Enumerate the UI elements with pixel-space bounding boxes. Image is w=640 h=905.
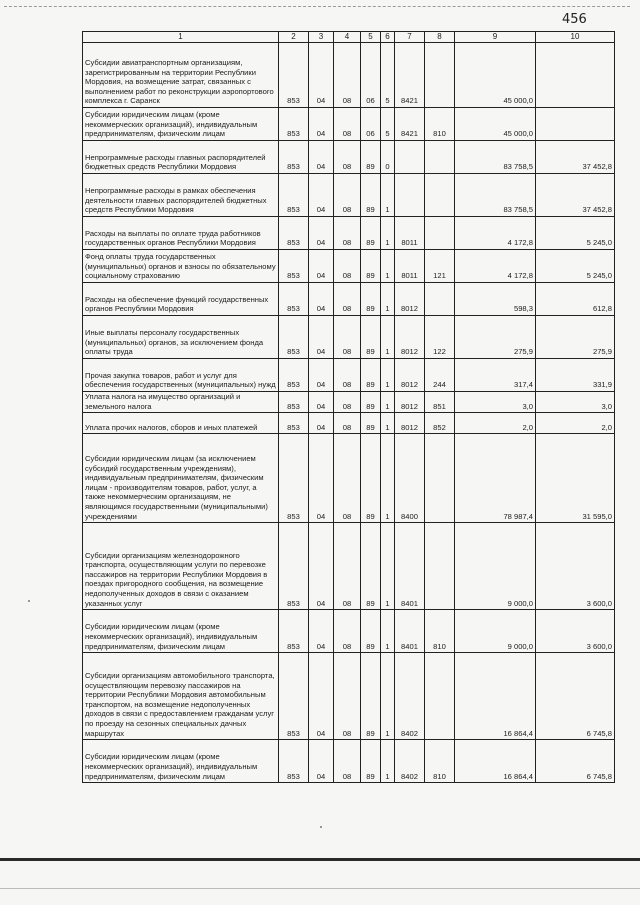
table-cell-code-expense-type [425,141,455,174]
table-cell-code-section: 04 [309,283,334,316]
header-cell: 9 [455,32,536,43]
table-cell-code-article: 8402 [395,740,425,783]
table-cell-code-program: 89 [361,413,381,434]
table-cell-code-subprogram: 1 [381,359,395,392]
table-cell-description: Уплата налога на имущество организаций и земельного налога [83,392,279,413]
page-number: 456 [562,12,587,27]
table-cell-amount-year1: 78 987,4 [455,434,536,523]
table-cell-code-expense-type [425,217,455,250]
table-cell-code-article: 8401 [395,523,425,610]
table-cell-amount-year2: 331,9 [536,359,615,392]
table-cell-code-expense-type: 851 [425,392,455,413]
table-cell-code-subsection: 08 [334,283,361,316]
table-cell-code-subsection: 08 [334,250,361,283]
table-cell-amount-year1: 45 000,0 [455,108,536,141]
table-cell-code-program: 89 [361,283,381,316]
table-cell-code-ministry: 853 [279,434,309,523]
table-cell-description: Расходы на выплаты по оплате труда работников государственных органов Республики Мордовия [83,217,279,250]
table-cell-code-subprogram: 1 [381,523,395,610]
table-cell-code-ministry: 853 [279,316,309,359]
table-cell-code-expense-type [425,174,455,217]
table-cell-code-ministry: 853 [279,43,309,108]
table-cell-code-program: 89 [361,434,381,523]
table-cell-amount-year2: 2,0 [536,413,615,434]
table-cell-code-subsection: 08 [334,434,361,523]
table-cell-code-article: 8012 [395,392,425,413]
table-cell-amount-year2 [536,108,615,141]
table-cell-code-program: 89 [361,217,381,250]
table-cell-code-expense-type [425,653,455,740]
table-cell-amount-year2: 5 245,0 [536,217,615,250]
header-cell: 8 [425,32,455,43]
table-cell-amount-year1: 9 000,0 [455,523,536,610]
table-cell-description: Субсидии юридическим лицам (кроме некоммерческих организаций), индивидуальным предпринимателям, физическим лицам [83,108,279,141]
table-cell-code-ministry: 853 [279,413,309,434]
scan-speck [320,826,322,828]
table-cell-code-program: 89 [361,250,381,283]
table-row [83,250,615,283]
scan-bottom-edge [0,858,640,861]
table-cell-code-expense-type: 810 [425,740,455,783]
table-cell-code-article [395,141,425,174]
table-cell-code-program: 89 [361,610,381,653]
table-cell-code-expense-type [425,434,455,523]
table-cell-code-article: 8011 [395,250,425,283]
table-cell-code-subprogram: 5 [381,108,395,141]
table-row [83,283,615,316]
table-cell-code-article: 8421 [395,108,425,141]
table-cell-code-subsection: 08 [334,316,361,359]
table-cell-amount-year2: 6 745,8 [536,740,615,783]
table-cell-code-subsection: 08 [334,610,361,653]
table-row [83,141,615,174]
table-row [83,740,615,783]
table-cell-amount-year1: 16 864,4 [455,740,536,783]
header-cell: 10 [536,32,615,43]
table-cell-code-ministry: 853 [279,141,309,174]
table-cell-code-article: 8012 [395,283,425,316]
table-cell-amount-year1: 16 864,4 [455,653,536,740]
table-cell-description: Субсидии юридическим лицам (кроме некоммерческих организаций), индивидуальным предпринимателям, физическим лицам [83,740,279,783]
table-cell-amount-year2: 6 745,8 [536,653,615,740]
table-cell-code-subprogram: 1 [381,283,395,316]
table-cell-code-section: 04 [309,434,334,523]
table-cell-description: Непрограммные расходы в рамках обеспечения деятельности главных распорядителей бюджетных средств Республики Мордовия [83,174,279,217]
table-cell-description: Субсидии организациям железнодорожного транспорта, осуществляющим услуги по перевозке пассажиров на территории Республики Мордовия в поездах пригородного сообщения, на возмещение недополученных доходов в связи с оказанием указанных услуг [83,523,279,610]
table-row [83,316,615,359]
table-cell-code-subprogram: 1 [381,392,395,413]
table-cell-code-subprogram: 1 [381,250,395,283]
budget-table [82,31,615,783]
table-cell-description: Фонд оплаты труда государственных (муниципальных) органов и взносы по обязательному социальному страхованию [83,250,279,283]
table-cell-code-subprogram: 5 [381,43,395,108]
table-cell-code-subsection: 08 [334,653,361,740]
table-cell-code-section: 04 [309,141,334,174]
table-cell-amount-year1: 275,9 [455,316,536,359]
table-cell-code-subprogram: 1 [381,610,395,653]
table-cell-code-subprogram: 1 [381,217,395,250]
table-cell-amount-year1: 45 000,0 [455,43,536,108]
table-cell-code-program: 89 [361,392,381,413]
table-row [83,413,615,434]
table-cell-code-section: 04 [309,108,334,141]
table-cell-code-subsection: 08 [334,523,361,610]
table-cell-code-program: 89 [361,359,381,392]
table-cell-code-article: 8400 [395,434,425,523]
table-cell-code-expense-type: 810 [425,610,455,653]
table-cell-code-program: 89 [361,141,381,174]
table-cell-code-subsection: 08 [334,413,361,434]
table-cell-code-section: 04 [309,413,334,434]
table-cell-code-subsection: 08 [334,43,361,108]
table-cell-description: Субсидии юридическим лицам (кроме некоммерческих организаций), индивидуальным предпринимателям, физическим лицам [83,610,279,653]
table-cell-code-ministry: 853 [279,283,309,316]
header-cell: 5 [361,32,381,43]
table-cell-code-ministry: 853 [279,740,309,783]
table-cell-code-program: 06 [361,43,381,108]
table-cell-code-ministry: 853 [279,217,309,250]
header-cell: 2 [279,32,309,43]
table-row [83,523,615,610]
table-cell-code-section: 04 [309,392,334,413]
table-body [83,32,615,783]
table-cell-code-section: 04 [309,250,334,283]
table-cell-code-section: 04 [309,523,334,610]
table-cell-code-subprogram: 1 [381,316,395,359]
table-cell-code-ministry: 853 [279,108,309,141]
table-cell-code-expense-type [425,523,455,610]
table-cell-code-expense-type [425,283,455,316]
table-cell-amount-year1: 9 000,0 [455,610,536,653]
table-cell-code-section: 04 [309,43,334,108]
table-cell-code-section: 04 [309,217,334,250]
table-cell-code-ministry: 853 [279,174,309,217]
table-cell-description: Прочая закупка товаров, работ и услуг для обеспечения государственных (муниципальных) нужд [83,359,279,392]
table-cell-amount-year2: 3,0 [536,392,615,413]
table-cell-code-section: 04 [309,359,334,392]
table-cell-description: Расходы на обеспечение функций государственных органов Республики Мордовия [83,283,279,316]
table-cell-code-subsection: 08 [334,217,361,250]
header-cell: 6 [381,32,395,43]
table-cell-amount-year2: 31 595,0 [536,434,615,523]
table-cell-code-article: 8012 [395,359,425,392]
scan-bottom-shadow [0,888,640,889]
table-cell-amount-year2: 612,8 [536,283,615,316]
table-cell-code-section: 04 [309,174,334,217]
table-cell-code-program: 89 [361,653,381,740]
table-cell-amount-year1: 83 758,5 [455,174,536,217]
table-cell-code-program: 89 [361,740,381,783]
table-cell-code-expense-type: 852 [425,413,455,434]
table-row [83,108,615,141]
table-cell-description: Субсидии юридическим лицам (за исключением субсидий государственным учреждениям), индивидуальным предпринимателям, физическим лицам - производителям товаров, работ, услуг, а также некоммерческим организациям, не являющимся государственными (муниципальными) учреждениями [83,434,279,523]
table-cell-code-subprogram: 1 [381,413,395,434]
table-cell-code-subsection: 08 [334,174,361,217]
table-row [83,434,615,523]
table-cell-code-subsection: 08 [334,740,361,783]
table-cell-code-program: 89 [361,174,381,217]
table-cell-description: Уплата прочих налогов, сборов и иных платежей [83,413,279,434]
table-cell-code-subprogram: 1 [381,174,395,217]
table-cell-code-subsection: 08 [334,392,361,413]
table-cell-amount-year2: 275,9 [536,316,615,359]
header-cell: 7 [395,32,425,43]
table-cell-code-ministry: 853 [279,653,309,740]
table-row [83,359,615,392]
table-cell-code-expense-type: 122 [425,316,455,359]
table-cell-code-subprogram: 1 [381,740,395,783]
scan-speck [28,600,30,602]
table-cell-code-program: 89 [361,316,381,359]
table-cell-code-expense-type: 810 [425,108,455,141]
table-cell-code-ministry: 853 [279,610,309,653]
header-row [83,32,615,43]
table-row [83,392,615,413]
table-cell-code-expense-type: 244 [425,359,455,392]
table-cell-amount-year2: 37 452,8 [536,141,615,174]
table-cell-code-section: 04 [309,653,334,740]
table-cell-amount-year2: 37 452,8 [536,174,615,217]
table-row [83,653,615,740]
table-cell-amount-year2: 3 600,0 [536,523,615,610]
table-cell-amount-year1: 598,3 [455,283,536,316]
table-cell-code-subsection: 08 [334,141,361,174]
table-row [83,43,615,108]
table-cell-code-section: 04 [309,316,334,359]
header-cell: 3 [309,32,334,43]
table-cell-code-article: 8401 [395,610,425,653]
table-cell-code-article [395,174,425,217]
table-cell-amount-year1: 83 758,5 [455,141,536,174]
table-cell-code-subprogram: 1 [381,653,395,740]
table-cell-code-article: 8011 [395,217,425,250]
table-row [83,610,615,653]
header-cell: 4 [334,32,361,43]
table-cell-amount-year2: 5 245,0 [536,250,615,283]
table-cell-code-program: 89 [361,523,381,610]
table-cell-description: Субсидии организациям автомобильного транспорта, осуществляющим перевозку пассажиров на территории Республики Мордовия автомобильным транспортом, на возмещение недополученных доходов в связи с предоставлением гражданам услуг по проезду на сезонных специальных дачных маршрутах [83,653,279,740]
table-cell-description: Иные выплаты персоналу государственных (муниципальных) органов, за исключением фонда оплаты труда [83,316,279,359]
table-cell-code-ministry: 853 [279,250,309,283]
table-cell-amount-year1: 3,0 [455,392,536,413]
header-cell: 1 [83,32,279,43]
table-cell-code-article: 8012 [395,413,425,434]
table-row [83,217,615,250]
table-cell-code-subprogram: 0 [381,141,395,174]
table-cell-code-subprogram: 1 [381,434,395,523]
table-cell-amount-year1: 317,4 [455,359,536,392]
table-cell-code-article: 8421 [395,43,425,108]
table-cell-amount-year2: 3 600,0 [536,610,615,653]
table-cell-code-subsection: 08 [334,359,361,392]
table-cell-amount-year1: 2,0 [455,413,536,434]
table-cell-code-expense-type: 121 [425,250,455,283]
table-cell-code-program: 06 [361,108,381,141]
table-cell-code-ministry: 853 [279,359,309,392]
table-cell-amount-year1: 4 172,8 [455,250,536,283]
table-cell-code-article: 8402 [395,653,425,740]
table-cell-code-expense-type [425,43,455,108]
table-cell-code-ministry: 853 [279,392,309,413]
table-cell-code-ministry: 853 [279,523,309,610]
table-row [83,174,615,217]
table-cell-amount-year2 [536,43,615,108]
table-cell-description: Непрограммные расходы главных распорядителей бюджетных средств Республики Мордовия [83,141,279,174]
table-cell-code-section: 04 [309,610,334,653]
table-cell-code-section: 04 [309,740,334,783]
table-cell-description: Субсидии авиатранспортным организациям, зарегистрированным на территории Республики Мордовия, на возмещение затрат, связанных с выполнением работ по реконструкции аэропортового комплекса г. Саранск [83,43,279,108]
scan-top-edge [4,6,630,7]
table-cell-code-article: 8012 [395,316,425,359]
table-cell-code-subsection: 08 [334,108,361,141]
table-cell-amount-year1: 4 172,8 [455,217,536,250]
